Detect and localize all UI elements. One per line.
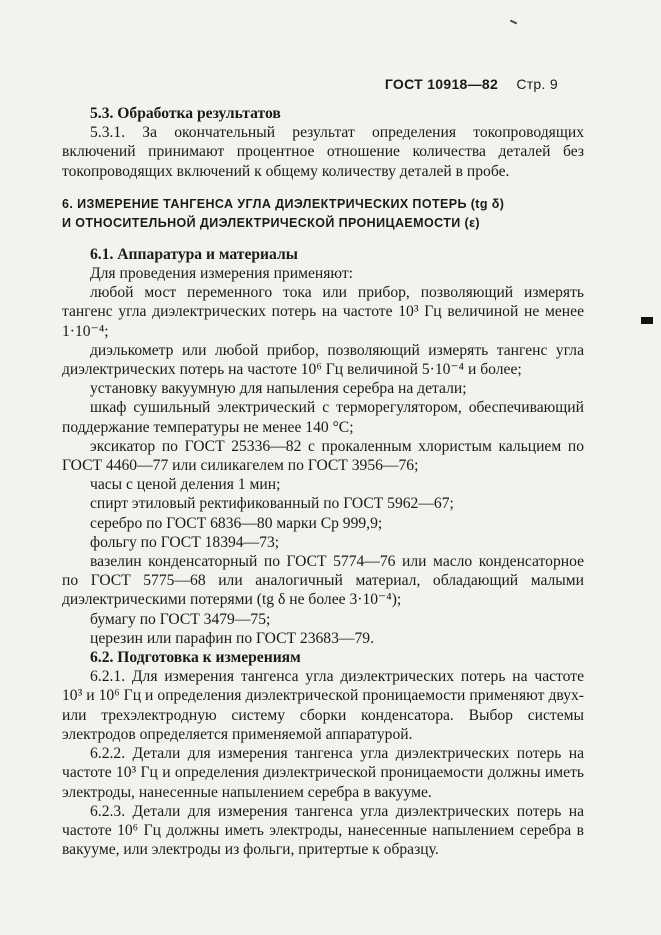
list-item: серебро по ГОСТ 6836—80 марки Ср 999,9; [90,514,383,532]
paragraph-6-2-3: 6.2.3. Детали для измерения тангенса угла диэлектрических потерь на частоте 10⁶ Гц должны иметь электроды, нанесенные напылением серебра в вакууме, или электроды из фольги, притертые к образцу. [62,802,584,859]
list-item: диэлькометр или любой прибор, позволяющий измерять тангенс угла диэлектрических потерь на частоте 10⁶ Гц величиной 5·10⁻⁴ и более; [62,341,584,379]
section-6-title-line1: 6. ИЗМЕРЕНИЕ ТАНГЕНСА УГЛА ДИЭЛЕКТРИЧЕСКИХ ПОТЕРЬ (tg δ) [62,196,505,211]
list-item: любой мост переменного тока или прибор, позволяющий измерять тангенс угла диэлектрических потерь на частоте 10³ Гц величиной не менее 1·10⁻⁴; [62,284,584,340]
list-item: церезин или парафин по ГОСТ 23683—79. [90,629,374,647]
body-text [62,104,584,859]
page-header [385,76,558,92]
standard-number: ГОСТ 10918—82 [384,76,499,92]
list-item: шкаф сушильный электрический с терморегулятором, обеспечивающий поддержание температуры не менее 140 °С; [62,399,584,436]
section-6-1-title: 6.1. Аппаратура и материалы [90,245,298,263]
paragraph-6-2-1: 6.2.1. Для измерения тангенса угла диэлектрических потерь на частоте 10³ и 10⁶ Гц и определения диэлектрической проницаемости применяют двух- или трехэлектродную систему сборки конденсатора. Выбор системы электродов определяется применяемой аппаратурой. [62,668,584,743]
section-6-title-line2: И ОТНОСИТЕЛЬНОЙ ДИЭЛЕКТРИЧЕСКОЙ ПРОНИЦАЕМОСТИ (ε) [62,215,480,230]
paragraph-6-2-2: 6.2.2. Детали для измерения тангенса угла диэлектрических потерь на частоте 10³ Гц и определения диэлектрической проницаемости должны иметь электроды, нанесенные напылением серебра в вакууме. [62,745,584,801]
list-item: бумагу по ГОСТ 3479—75; [90,610,271,628]
list-item: фольгу по ГОСТ 18394—73; [90,533,280,551]
list-item: установку вакуумную для напыления серебра на детали; [90,380,467,398]
margin-mark [641,317,653,324]
list-item: часы с ценой деления 1 мин; [90,476,281,494]
list-item: спирт этиловый ректификованный по ГОСТ 5962—67; [90,495,454,513]
list-item: вазелин конденсаторный по ГОСТ 5774—76 или масло конденсаторное по ГОСТ 5775—68 или аналогичный материал, обладающий малыми диэлектрическими потерями (tg δ не более 3·10⁻⁴); [62,553,584,609]
section-5-3-title: 5.3. Обработка результатов [90,105,281,122]
section-6-1-intro: Для проведения измерения применяют: [90,265,353,283]
paragraph-5-3-1: 5.3.1. За окончательный результат определения токопроводящих включений принимают процентное отношение количества деталей без токопроводящих включений к общему количеству деталей в пробе. [62,124,584,180]
list-item: эксикатор по ГОСТ 25336—82 с прокаленным хлористым кальцием по ГОСТ 4460—77 или силикагелем по ГОСТ 3956—76; [62,437,584,475]
page-number: Стр. 9 [516,76,558,92]
section-6-2-title: 6.2. Подготовка к измерениям [90,649,301,667]
scan-mark [510,20,517,25]
